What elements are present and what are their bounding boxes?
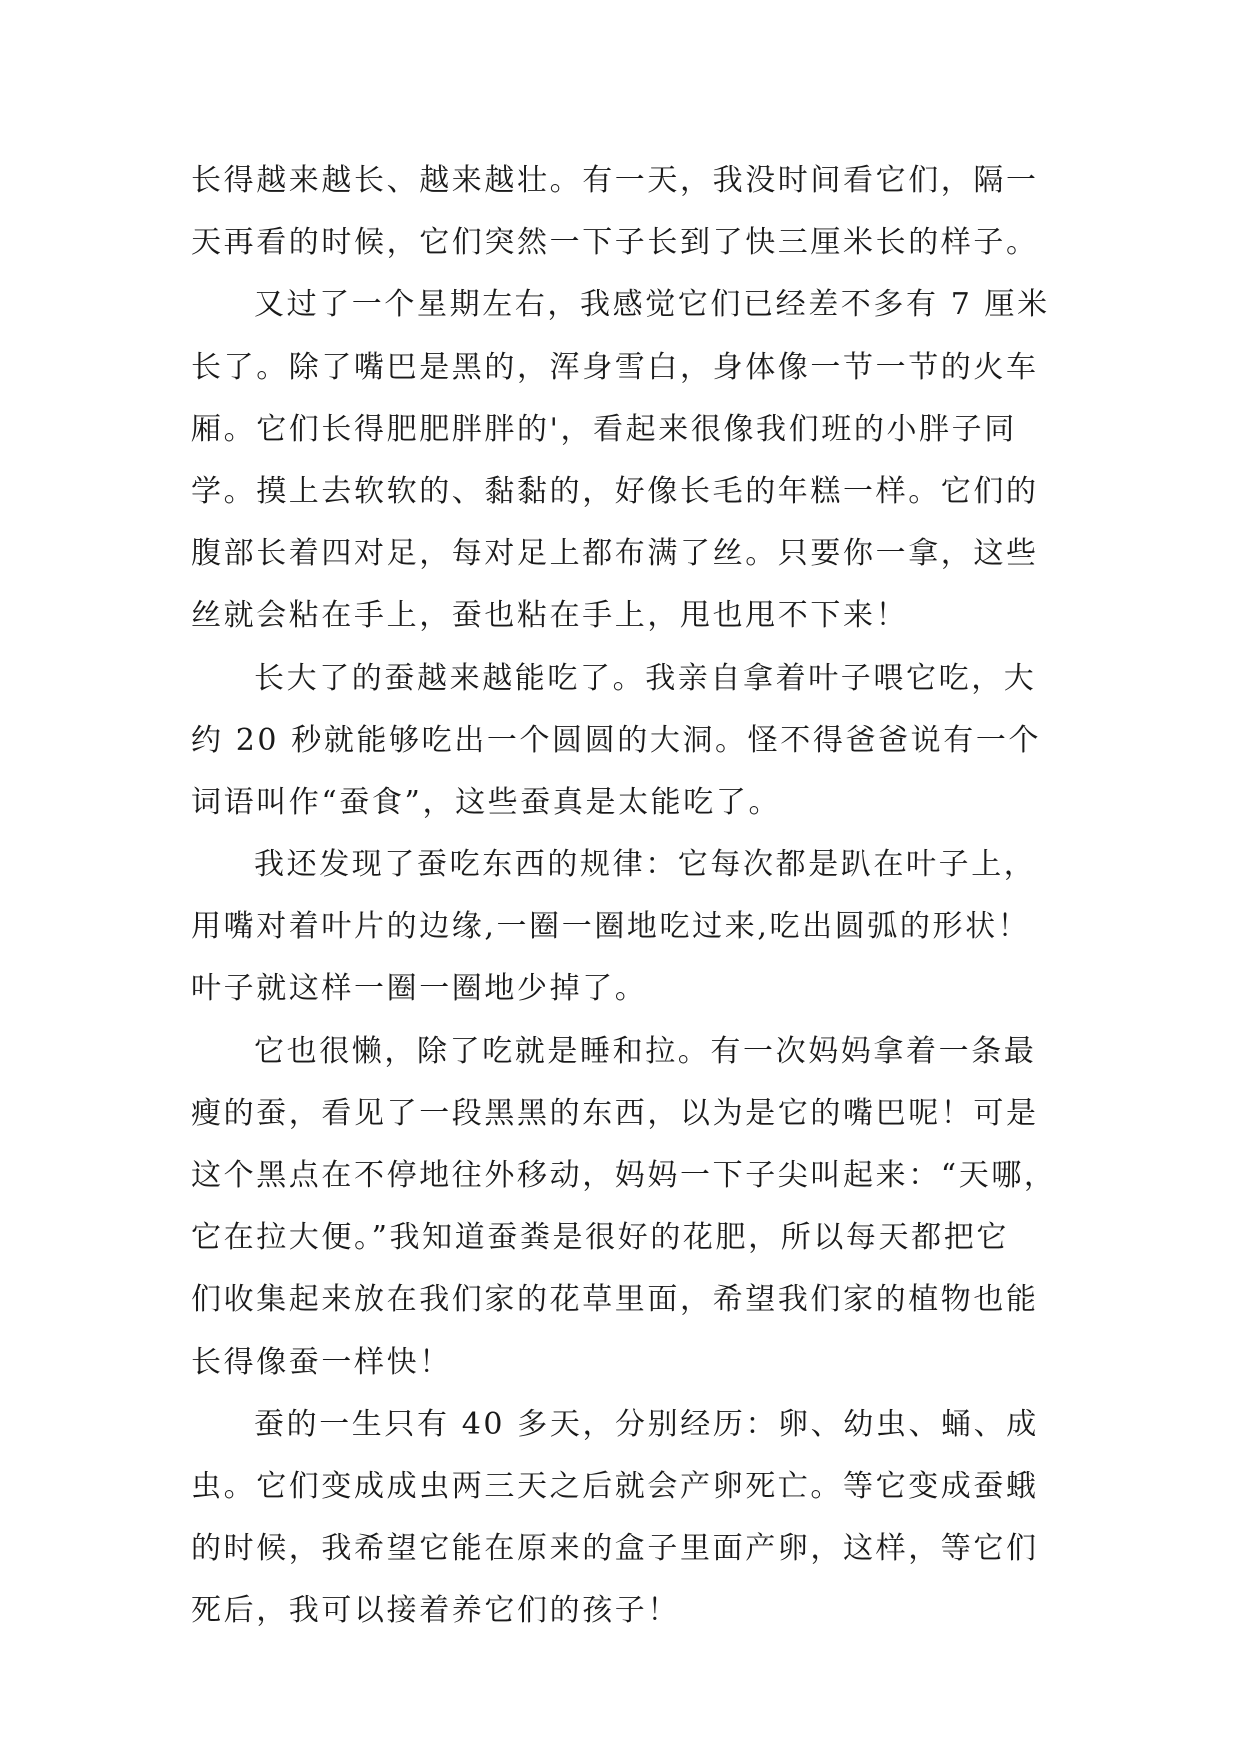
paragraph-2 <box>191 274 1071 647</box>
text-line: 长了。除了嘴巴是黑的，浑身雪白，身体像一节一节的火车 <box>191 349 1039 385</box>
paragraph-1 <box>191 150 1071 274</box>
text-line: 它在拉大便。”我知道蚕粪是很好的花肥，所以每天都把它 <box>191 1220 1009 1256</box>
text-line: 用嘴对着叶片的边缘,一圈一圈地吃过来,吃出圆弧的形状！ <box>191 909 1031 945</box>
paragraph-5 <box>191 1021 1071 1394</box>
text-line: 们收集起来放在我们家的花草里面，希望我们家的植物也能 <box>191 1282 1039 1318</box>
paragraph-4 <box>191 834 1071 1021</box>
text-line: 死后，我可以接着养它们的孩子！ <box>191 1593 680 1629</box>
text-line-indented: 蚕的一生只有 40 多天，分别经历：卵、幼虫、蛹、成 <box>254 1406 1039 1442</box>
text-line: 腹部长着四对足，每对足上都布满了丝。只要你一拿，这些 <box>191 536 1039 572</box>
text-line-indented: 又过了一个星期左右，我感觉它们已经差不多有 7 厘米 <box>254 287 1050 323</box>
text-line-indented: 我还发现了蚕吃东西的规律：它每次都是趴在叶子上， <box>254 847 1037 883</box>
paragraph-6 <box>191 1394 1071 1643</box>
text-line-indented: 它也很懒，除了吃就是睡和拉。有一次妈妈拿着一条最 <box>254 1033 1037 1069</box>
text-line: 天再看的时候，它们突然一下子长到了快三厘米长的样子。 <box>191 225 1039 261</box>
text-line-indented: 长大了的蚕越来越能吃了。我亲自拿着叶子喂它吃，大 <box>254 660 1037 696</box>
text-line: 长得越来越长、越来越壮。有一天，我没时间看它们，隔一 <box>191 163 1039 198</box>
text-line: 虫。它们变成成虫两三天之后就会产卵死亡。等它变成蚕蛾 <box>191 1468 1039 1504</box>
text-line: 的时候，我希望它能在原来的盒子里面产卵，这样，等它们 <box>191 1531 1039 1567</box>
document-body <box>191 150 1071 1643</box>
text-line: 叶子就这样一圈一圈地少掉了。 <box>191 971 648 1007</box>
text-line: 长得像蚕一样快！ <box>191 1344 452 1380</box>
text-line: 约 20 秒就能够吃出一个圆圆的大洞。怪不得爸爸说有一个 <box>191 722 1042 758</box>
text-line: 丝就会粘在手上，蚕也粘在手上，甩也甩不下来！ <box>191 598 909 634</box>
text-line: 词语叫作“蚕食”，这些蚕真是太能吃了。 <box>191 784 782 820</box>
text-line: 这个黑点在不停地往外移动，妈妈一下子尖叫起来：“天哪， <box>191 1158 1057 1193</box>
text-line: 学。摸上去软软的、黏黏的，好像长毛的年糕一样。它们的 <box>191 473 1039 509</box>
paragraph-3 <box>191 648 1071 835</box>
text-line: 瘦的蚕，看见了一段黑黑的东西，以为是它的嘴巴呢！可是 <box>191 1095 1039 1131</box>
text-line: 厢。它们长得肥肥胖胖的'，看起来很像我们班的小胖子同 <box>191 411 1017 447</box>
